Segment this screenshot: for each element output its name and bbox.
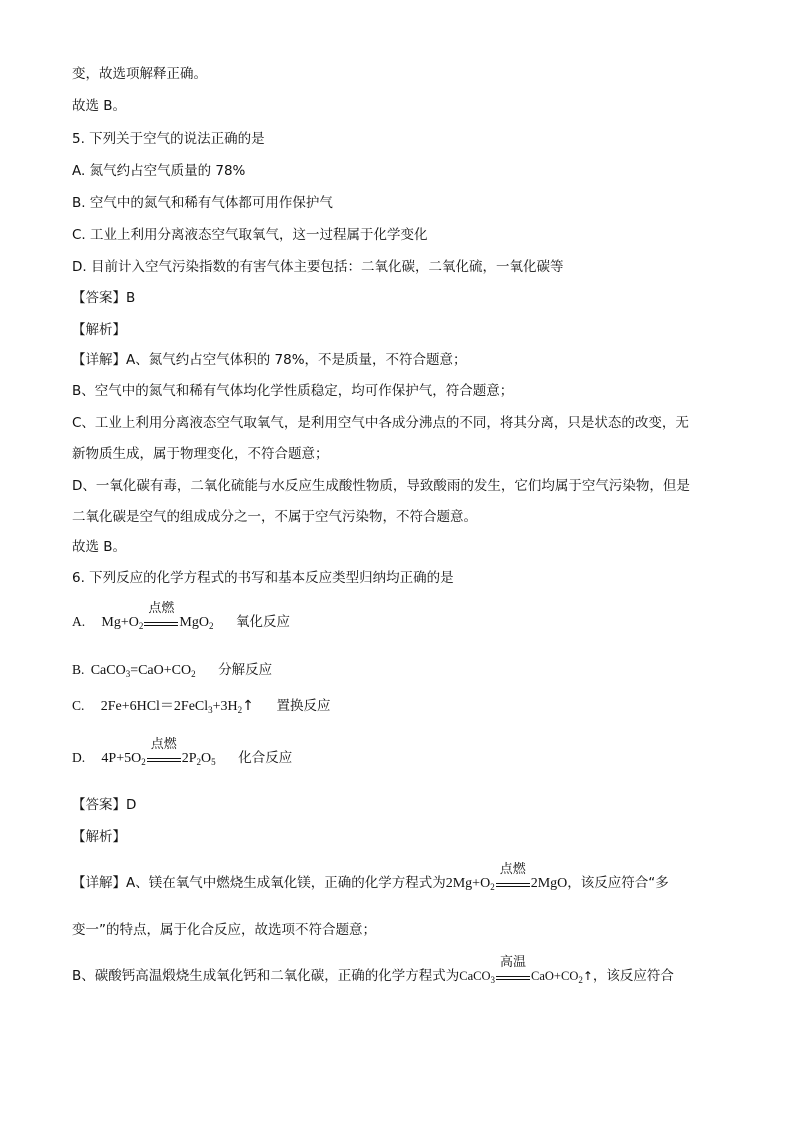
question-5: 5. 下列关于空气的说法正确的是 xyxy=(72,131,265,147)
equation-detail-6a: $2Mg+O_2$ 点燃 2MgO xyxy=(445,861,568,892)
option-6a xyxy=(72,600,291,633)
equation-6b: $CaCO_3=CaO+CO_2$ xyxy=(90,663,196,679)
condition-label: 点燃 xyxy=(148,600,175,616)
reaction-arrow xyxy=(144,600,178,633)
reaction-type: 氧化反应 xyxy=(236,614,291,630)
question-6: 6. 下列反应的化学方程式的书写和基本反应类型归纳均正确的是 xyxy=(72,570,454,586)
reaction-arrow xyxy=(496,955,530,987)
option-5c: C. 工业上利用分离液态空气取氧气，这一过程属于化学变化 xyxy=(72,227,428,243)
condition-label: 点燃 xyxy=(499,861,526,877)
analysis-5-heading: 【解析】 xyxy=(72,322,126,338)
reaction-type: 化合反应 xyxy=(238,750,293,766)
detail-6a-line2: 变一”的特点，属于化合反应，故选项不符合题意； xyxy=(72,922,376,938)
reaction-arrow xyxy=(496,861,530,894)
detail-5c-line2: 新物质生成，属于物理变化，不符合题意； xyxy=(72,446,329,462)
detail-5d-line2: 二氧化碳是空气的组成成分之一，不属于空气污染物，不符合题意。 xyxy=(72,509,477,525)
detail-5c-line1: C、工业上利用分离液态空气取氧气，是利用空气中各成分沸点的不同，将其分离，只是状态的改变，无 xyxy=(72,415,689,431)
condition-label: 点燃 xyxy=(150,736,177,752)
equation-6a: $Mg+O_2$ 点燃 MgO$_2$ xyxy=(101,600,214,631)
option-5d: D. 目前计入空气污染指数的有害气体主要包括：二氧化碳，二氧化硫，一氧化碳等 xyxy=(72,259,564,275)
option-6c xyxy=(72,696,331,717)
detail-6b-line1: B、碳酸钙高温煅烧生成氧化钙和二氧化碳，正确的化学方程式为CaCO$_3$ 高温 $CaO+CO_2↑$，该反应符合 xyxy=(72,966,674,987)
option-label: B. xyxy=(72,662,85,677)
equation-detail-6b: CaCO$_3$ 高温 $CaO+CO_2↑$ xyxy=(459,966,593,987)
analysis-6-heading: 【解析】 xyxy=(72,829,126,845)
option-label: C. xyxy=(72,698,85,713)
answer-5: 【答案】B xyxy=(72,290,136,306)
equation-6c: $2Fe+6HCl=2FeCl_3+3H_2↑$ xyxy=(100,698,254,715)
option-6d xyxy=(72,736,293,769)
text-line: 变，故选项解释正确。 xyxy=(72,66,207,82)
text-line: 故选 B。 xyxy=(72,98,127,114)
text-line: 故选 B。 xyxy=(72,539,127,555)
option-label: D. xyxy=(72,750,86,765)
option-6b xyxy=(72,660,272,681)
reaction-type: 分解反应 xyxy=(218,662,273,678)
reaction-type: 置换反应 xyxy=(276,698,331,714)
detail-6a-line1: 【详解】A、镁在氧气中燃烧生成氧化镁，正确的化学方程式为$2Mg+O_2$ 点燃 2MgO，该反应符合“多 xyxy=(72,861,669,892)
option-label: A. xyxy=(72,614,86,629)
reaction-arrow xyxy=(147,736,181,769)
detail-5d-line1: D、一氧化碳有毒，二氧化硫能与水反应生成酸性物质，导致酸雨的发生，它们均属于空气污染物，但是 xyxy=(72,478,690,494)
condition-label: 高温 xyxy=(500,955,527,971)
equation-6d: $4P+5O_2$ 点燃 $2P_2O_5$ xyxy=(101,736,216,767)
detail-5b: B、空气中的氮气和稀有气体均化学性质稳定，均可作保护气，符合题意； xyxy=(72,383,514,399)
option-5b: B. 空气中的氮气和稀有气体都可用作保护气 xyxy=(72,195,333,211)
option-5a: A. 氮气约占空气质量的 78% xyxy=(72,163,246,179)
answer-6: 【答案】D xyxy=(72,797,137,813)
detail-5a: 【详解】A、氮气约占空气体积的 78%，不是质量，不符合题意； xyxy=(72,352,467,368)
